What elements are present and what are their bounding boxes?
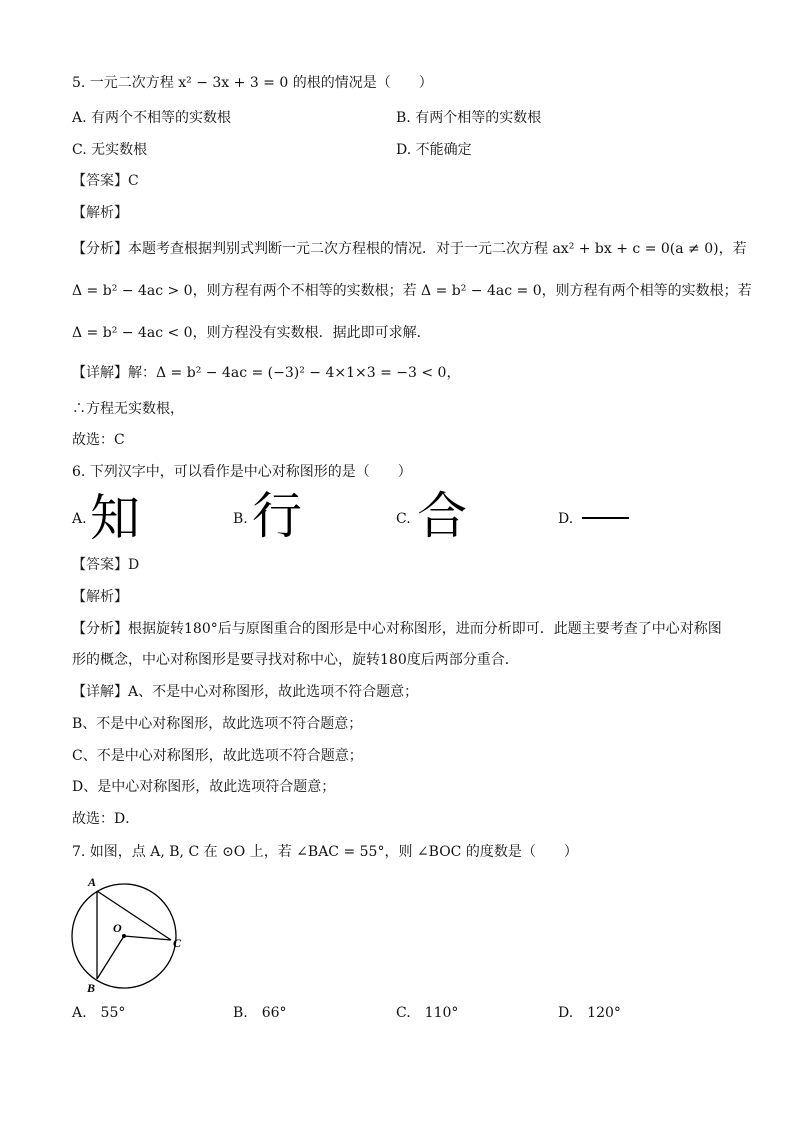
q5-analysis-line-2: Δ = b² − 4ac > 0，则方程有两个不相等的实数根；若 Δ = b² − 4ac = 0，则方程有两个相等的实数根；若 [72, 283, 752, 299]
q6-stem: 6. 下列汉字中，可以看作是中心对称图形的是（ ） [72, 464, 412, 480]
q5-answer: 【答案】C [72, 173, 139, 189]
radius-oc [124, 936, 171, 940]
q5-analysis-head: 【解析】 [72, 205, 128, 221]
q6-option-c-char: 合 [417, 487, 467, 545]
q5-analysis-line-3: Δ = b² − 4ac < 0，则方程没有实数根．据此即可求解． [72, 325, 431, 341]
q6-option-a-char: 知 [90, 489, 140, 547]
q6-detail-line-5: 故选：D． [72, 811, 140, 827]
q5-option-a: A. 有两个不相等的实数根 [72, 110, 232, 126]
q5-option-d: D. 不能确定 [396, 142, 472, 158]
q5-option-b: B. 有两个相等的实数根 [396, 110, 542, 126]
q6-option-b-char: 行 [252, 487, 302, 545]
q6-detail-line-2: B、不是中心对称图形，故此选项不符合题意； [72, 716, 363, 732]
q6-option-d-char-yi [582, 517, 629, 519]
q6-detail-line-3: C、不是中心对称图形，故此选项不符合题意； [72, 748, 363, 764]
label-c: C [173, 936, 182, 950]
q5-detail-line-1: 【详解】解：Δ = b² − 4ac = (−3)² − 4×1×3 = −3 < 0， [72, 365, 461, 381]
q6-option-a-label: A. [72, 511, 87, 527]
q7-circle-figure [66, 872, 196, 996]
q6-option-d-label: D. [558, 511, 574, 527]
q7-option-a: A. 55° [72, 1005, 126, 1021]
q7-stem: 7. 如图，点 A, B, C 在 ⊙O 上，若 ∠BAC = 55°，则 ∠BOC 的度数是（ ） [72, 844, 578, 860]
label-b: B [87, 981, 96, 995]
q6-answer: 【答案】D [72, 557, 140, 573]
q5-detail-line-2: ∴方程无实数根， [72, 401, 184, 417]
center-point-o [122, 934, 126, 938]
q5-analysis-line-1: 【分析】本题考查根据判别式判断一元二次方程根的情况．对于一元二次方程 ax² + bx + c = 0(a ≠ 0)，若 [72, 241, 747, 257]
q5-stem: 5. 一元二次方程 x² − 3x + 3 = 0 的根的情况是（ ） [72, 75, 433, 91]
q5-detail-line-3: 故选：C [72, 432, 125, 448]
q6-analysis-line-2: 形的概念，中心对称图形是要寻找对称中心，旋转180度后两部分重合． [72, 652, 519, 668]
q6-detail-line-1: 【详解】A、不是中心对称图形，故此选项不符合题意； [72, 684, 419, 700]
q6-option-b-label: B. [233, 511, 248, 527]
label-a: A [88, 875, 97, 889]
q6-analysis-line-1: 【分析】根据旋转180°后与原图重合的图形是中心对称图形，进而分析即可．此题主要考查了中心对称图 [72, 621, 722, 637]
radius-ob [97, 936, 124, 979]
q7-option-d: D. 120° [558, 1005, 621, 1021]
q6-option-c-label: C. [396, 511, 411, 527]
q6-detail-line-4: D、是中心对称图形，故此选项符合题意； [72, 779, 336, 795]
q7-option-b: B. 66° [233, 1005, 287, 1021]
label-o: O [113, 921, 122, 935]
q6-analysis-head: 【解析】 [72, 589, 128, 605]
q7-option-c: C. 110° [396, 1005, 459, 1021]
q5-option-c: C. 无实数根 [72, 142, 148, 158]
